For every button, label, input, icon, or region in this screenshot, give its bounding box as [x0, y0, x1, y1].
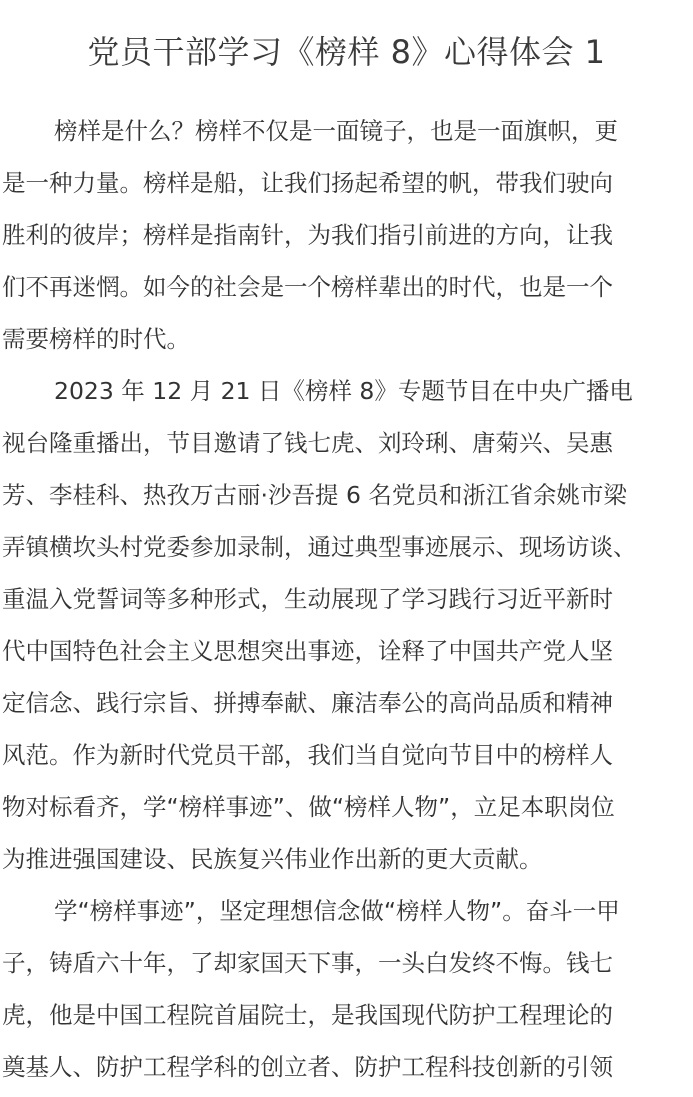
paragraph-2 [2, 365, 682, 885]
document-body [2, 105, 682, 1093]
text-line: 胜利的彼岸；榜样是指南针，为我们指引前进的方向，让我 [2, 221, 613, 249]
text-line: 们不再迷惘。如今的社会是一个榜样辈出的时代，也是一个 [2, 273, 613, 301]
text-line: 是一种力量。榜样是船，让我们扬起希望的帆，带我们驶向 [2, 169, 613, 197]
text-line: 为推进强国建设、民族复兴伟业作出新的更大贡献。 [2, 845, 543, 873]
text-line: 需要榜样的时代。 [2, 325, 190, 353]
text-line: 代中国特色社会主义思想突出事迹，诠释了中国共产党人坚 [2, 637, 613, 665]
text-line: 重温入党誓词等多种形式，生动展现了学习践行习近平新时 [2, 585, 613, 613]
text-line: 榜样是什么？榜样不仅是一面镜子，也是一面旗帜，更 [54, 117, 618, 145]
text-line: 视台隆重播出，节目邀请了钱七虎、刘玲琍、唐菊兴、吴惠 [2, 429, 613, 457]
text-line: 虎，他是中国工程院首届院士，是我国现代防护工程理论的 [2, 1001, 613, 1029]
text-line: 奠基人、防护工程学科的创立者、防护工程科技创新的引领 [2, 1053, 613, 1081]
text-line: 弄镇横坎头村党委参加录制，通过典型事迹展示、现场访谈、 [2, 533, 637, 561]
paragraph-1 [2, 105, 682, 365]
text-line: 学“榜样事迹”，坚定理想信念做“榜样人物”。奋斗一甲 [54, 897, 620, 925]
text-line: 风范。作为新时代党员干部，我们当自觉向节目中的榜样人 [2, 741, 613, 769]
text-line: 子，铸盾六十年，了却家国天下事，一头白发终不悔。钱七 [2, 949, 613, 977]
text-line: 芳、李桂科、热孜万古丽·沙吾提 6 名党员和浙江省余姚市梁 [2, 481, 627, 509]
paragraph-3 [2, 885, 682, 1093]
text-line: 2023 年 12 月 21 日《榜样 8》专题节目在中央广播电 [54, 377, 633, 405]
text-line: 物对标看齐，学“榜样事迹”、做“榜样人物”，立足本职岗位 [2, 793, 615, 821]
document-title: 党员干部学习《榜样 8》心得体会 1 [87, 33, 606, 71]
text-line: 定信念、践行宗旨、拼搏奉献、廉洁奉公的高尚品质和精神 [2, 689, 613, 717]
